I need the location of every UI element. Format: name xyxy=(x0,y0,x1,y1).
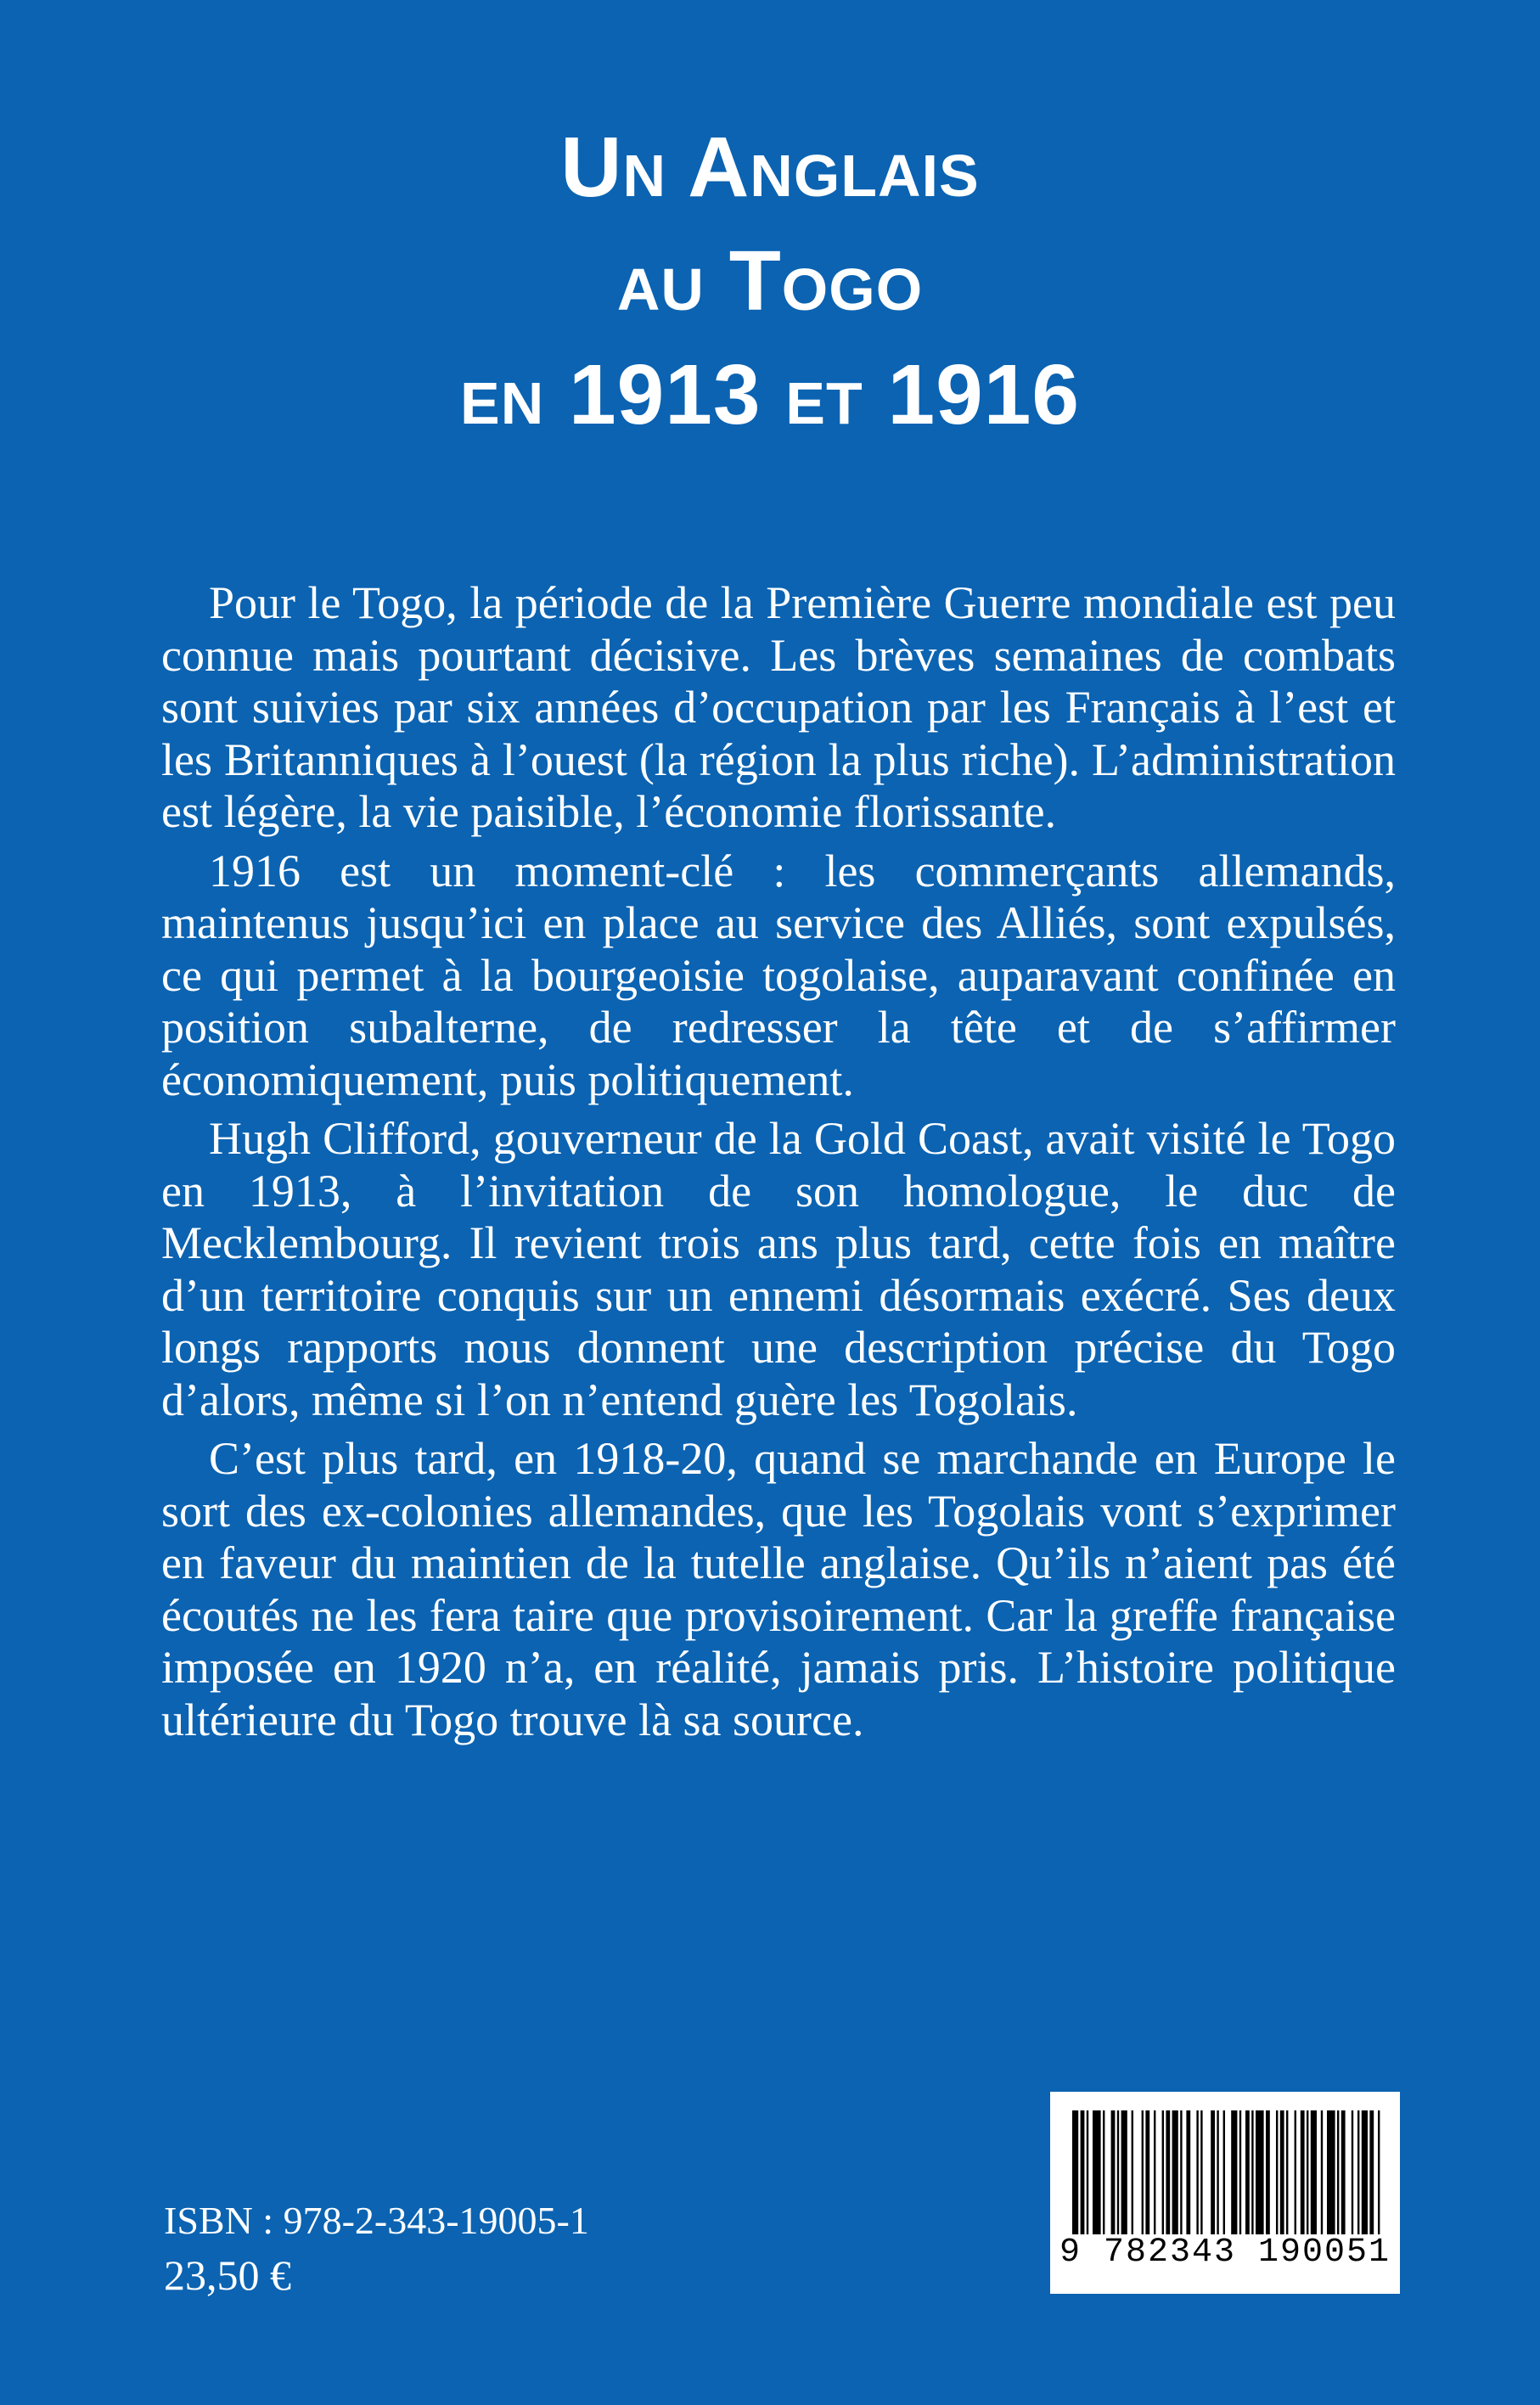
blurb-paragraph-1: Pour le Togo, la période de la Première Guerre mondiale est peu connue mais pourtant décisive. Les brèves semaines de combats sont suivies par six années d’occupation par les Français à l’est et les Britanniques à l’ouest (la région la plus riche). L’administration est légère, la vie paisible, l’économie florissante. xyxy=(161,577,1396,837)
blurb-paragraph-3: Hugh Clifford, gouverneur de la Gold Coast, avait visité le Togo en 1913, à l’invitation de son homologue, le duc de Mecklembourg. Il revient trois ans plus tard, cette fois en maître d’un territoire conquis sur un ennemi désormais exécré. Ses deux longs rapports nous donnent une description précise du Togo d’alors, même si l’on n’entend guère les Togolais. xyxy=(161,1113,1396,1425)
title-line-1: Un Anglais xyxy=(560,120,980,215)
book-title xyxy=(0,110,1540,452)
blurb-paragraph-2: 1916 est un moment-clé : les commerçants allemands, maintenus jusqu’ici en place au service des Alliés, sont expulsés, ce qui permet à la bourgeoisie togolaise, auparavant confinée en position subalterne, de redresser la tête et de s’affirmer économiquement, puis politiquement. xyxy=(161,845,1396,1105)
back-cover-blurb xyxy=(161,577,1396,1753)
price-label: 23,50 € xyxy=(164,2251,291,2299)
isbn-label: ISBN : 978-2-343-19005-1 xyxy=(164,2199,589,2242)
blurb-paragraph-4: C’est plus tard, en 1918-20, quand se marchande en Europe le sort des ex-colonies allemandes, que les Togolais vont s’exprimer en faveur du maintien de la tutelle anglaise. Qu’ils n’aient pas été écoutés ne les fera taire que provisoirement. Car la greffe française imposée en 1920 n’a, en réalité, jamais pris. L’histoire politique ultérieure du Togo trouve là sa source. xyxy=(161,1433,1396,1745)
title-line-2: au Togo xyxy=(616,233,924,329)
barcode-bars-icon xyxy=(1069,2110,1381,2234)
title-line-3: en 1913 et 1916 xyxy=(460,347,1080,442)
barcode-number: 9 782343 190051 xyxy=(1059,2234,1391,2272)
barcode xyxy=(1050,2092,1400,2294)
